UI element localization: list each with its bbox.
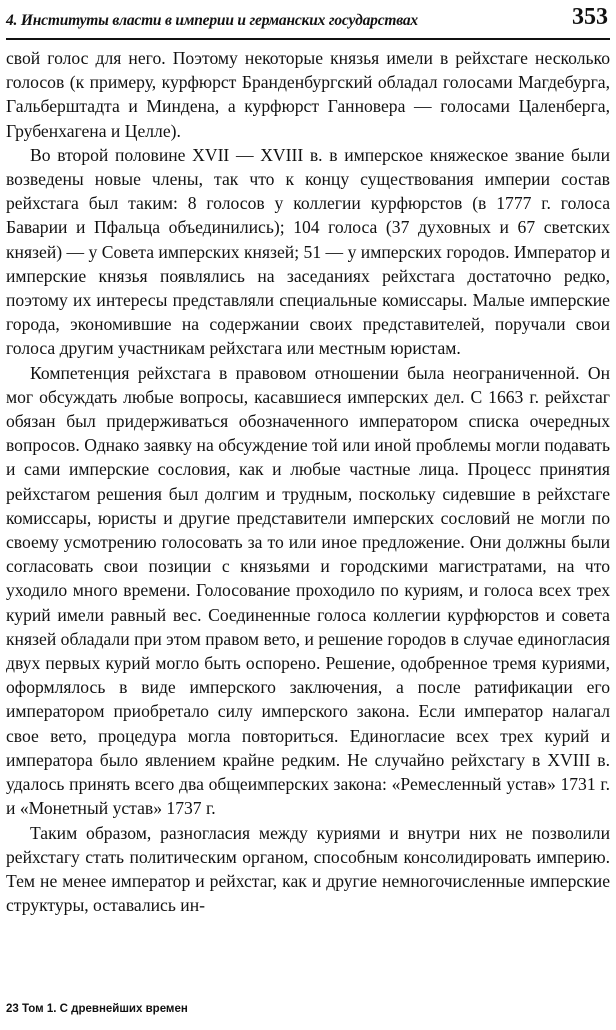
paragraph: Во второй половине XVII — XVIII в. в имперское княжеское звание были возведены новые члены, так что к концу существования империи состав рейхстага был таким: 8 голосов у коллегии курфюрстов (в 1777 г. голоса Баварии и Пфальца объединились); 104 голоса (37 духовных и 67 светских князей) — у Совета имперских князей; 51 — у имперских городов. Император и имперские князья появлялись на заседаниях рейхстага достаточно редко, поэтому их интересы представляли специальные комиссары. Малые имперские города, экономившие на содержании своих представителей, поручали свои голоса другим участникам рейхстага или местным юристам. [6, 144, 610, 359]
paragraph-continuation: свой голос для него. Поэтому некоторые князья имели в рейхстаге несколько голосов (к примеру, курфюрст Бранденбургский обладал голосами Магдебурга, Гальберштадта и Миндена, а курфюрст Ганновера — голосами Цаленберга, Грубенхагена и Целле). [6, 48, 610, 141]
header-rule [6, 38, 610, 40]
paragraph: Компетенция рейхстага в правовом отношении была неограниченной. Он мог обсуждать любые вопросы, касавшиеся имперских дел. С 1663 г. рейхстаг обязан был придерживаться обозначенного императором списка очередных вопросов. Однако заявку на обсуждение той или иной проблемы могли подавать и сами имперские сословия, как и любые частные лица. Процесс принятия рейхстагом решения был долгим и трудным, поскольку сидевшие в рейхстаге комиссары, юристы и другие представители имперских сословий не могли по своему усмотрению голосовать за то или иное предложение. Они должны были согласовать свои позиции с князьями и городскими магистратами, на что уходило много времени. Голосование проходило по куриям, и голоса всех трех курий имели равный вес. Соединенные голоса коллегии курфюрстов и совета князей обладали при этом правом вето, и решение городов в случае единогласия двух первых курий могло быть оспорено. Решение, одобренное тремя куриями, оформлялось в виде имперского заключения, а после ратификации его императором приобретало силу имперского закона. Если император налагал свое вето, процедура могла повториться. Единогласие всех трех курий и императора было явлением крайне редким. Не случайно рейхстагу в XVIII в. удалось принять всего два общеимперских закона: «Ремесленный устав» 1731 г. и «Монетный устав» 1737 г. [6, 362, 610, 819]
page-number: 353 [572, 4, 608, 30]
paragraph: Таким образом, разногласия между куриями и внутри них не позволили рейхстагу стать политическим органом, способным консолидировать империю. Тем не менее император и рейхстаг, как и другие немногочисленные имперские структуры, оставались ин- [6, 822, 610, 916]
running-title: 4. Институты власти в империи и германских государствах [6, 12, 418, 29]
printer-signature: 23 Том 1. С древнейших времен [6, 1003, 188, 1015]
page-header [6, 4, 612, 38]
body-text [6, 46, 610, 917]
